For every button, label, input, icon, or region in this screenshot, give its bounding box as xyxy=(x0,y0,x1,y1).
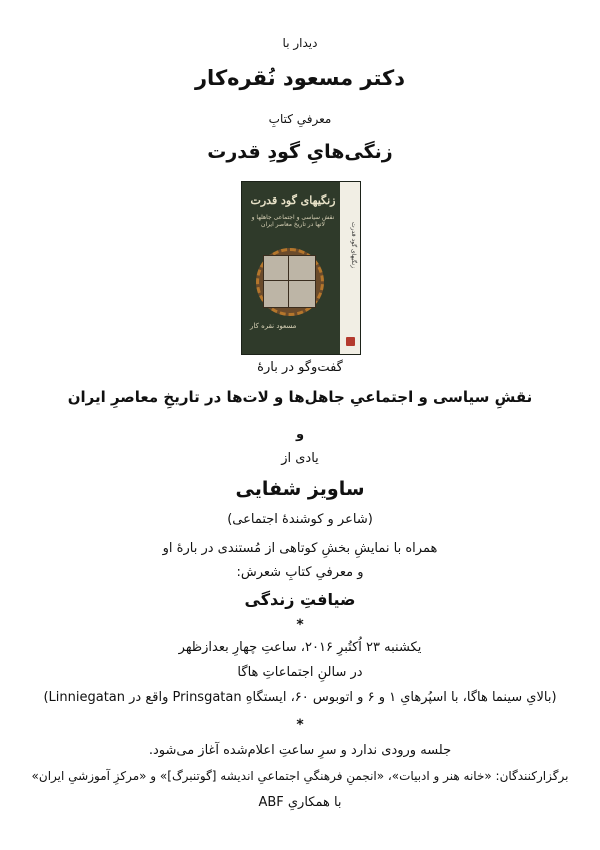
cover-author: مسعود نقره کار xyxy=(250,322,297,330)
separator-1: * xyxy=(296,617,304,633)
poet-description: (شاعر و کوشندهٔ اجتماعی) xyxy=(227,512,373,527)
separator-2: * xyxy=(296,717,304,733)
cover-spine-text: زنگیهای گود قدرت xyxy=(350,222,357,268)
event-venue: در سالنِ اجتماعاتِ هاگا xyxy=(237,665,363,680)
poetry-book-title: ضیافتِ زندگی xyxy=(244,590,356,609)
poet-name: ساویز شفایی xyxy=(235,478,365,500)
discussion-label: گفت‌وگو در بارهٔ xyxy=(257,360,343,375)
documentary-note: همراه با نمایشِ بخشِ کوتاهی از مُستندی در بارهٔ او xyxy=(162,541,438,556)
portrait-3 xyxy=(263,280,291,308)
portrait-2 xyxy=(288,255,316,283)
event-directions: (بالایِ سینما هاگا، با اسپُرهایِ ۱ و ۶ و اتوبوس ۶۰، ایستگاهِ Prinsgatan واقع در Linniegatan) xyxy=(43,690,557,705)
cover-subtitle: نقش سیاسی و اجتماعی جاهلها و لاتها در تاریخ معاصر ایران xyxy=(251,214,335,228)
event-datetime: یکشنبه ۲۳ اُکتُبرِ ۲۰۱۶، ساعتِ چهارِ بعدازظهر xyxy=(178,640,422,655)
poetry-book-intro: و معرفیِ کتابِ شعرش: xyxy=(236,565,364,580)
cover-title: زنگیهای گود قدرت xyxy=(250,194,336,207)
publisher-logo-icon xyxy=(346,337,355,346)
portrait-4 xyxy=(288,280,316,308)
book-title: زنگی‌هایِ گودِ قدرت xyxy=(207,141,393,163)
meeting-with-label: دیدار با xyxy=(282,36,318,50)
organizers: برگزارکنندگان: «خانه هنر و ادبیات»، «انجمنِ فرهنگیِ اجتماعیِ اندیشه [گوتنبرگ]» و «مرکزِ آموزشیِ ایران» xyxy=(31,769,569,783)
speaker-name: دکتر مسعود نُقره‌کار xyxy=(194,66,406,90)
cover-spine xyxy=(340,182,360,354)
cover-portrait-frame xyxy=(256,248,324,316)
entry-note: جلسه ورودی ندارد و سرِ ساعتِ اعلام‌شده آغاز می‌شود. xyxy=(148,743,452,758)
portrait-1 xyxy=(263,255,291,283)
remembrance-label: یادی از xyxy=(281,451,319,466)
book-intro-label: معرفیِ کتابِ xyxy=(268,112,332,126)
and-connector: و xyxy=(295,427,305,442)
book-cover-image xyxy=(241,181,361,355)
discussion-topic: نقشِ سیاسی و اجتماعیِ جاهل‌ها و لات‌ها در تاریخِ معاصرِ ایران xyxy=(67,388,533,406)
cooperation-note: با همکاریِ ABF xyxy=(258,795,342,810)
